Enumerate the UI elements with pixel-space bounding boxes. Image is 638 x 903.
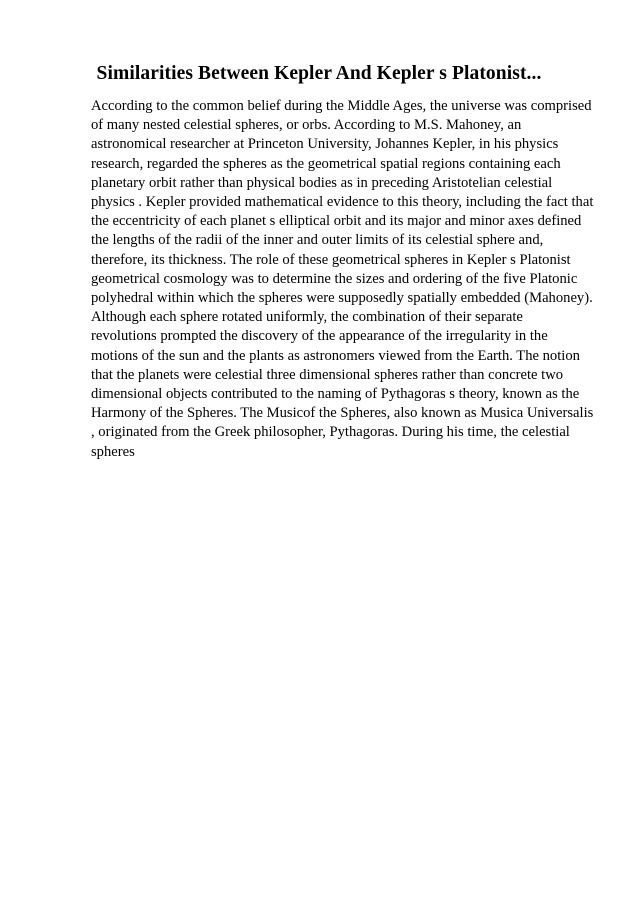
body-line: Although each sphere rotated uniformly, the combination of their separate bbox=[91, 309, 523, 326]
body-line: , originated from the Greek philosopher, Pythagoras. During his time, the celestial bbox=[91, 424, 570, 441]
body-line: the eccentricity of each planet s elliptical orbit and its major and minor axes defined bbox=[91, 213, 582, 230]
body-line: geometrical cosmology was to determine the sizes and ordering of the five Platonic bbox=[91, 270, 578, 287]
body-line: Harmony of the Spheres. The Musicof the Spheres, also known as Musica Universalis bbox=[91, 405, 594, 422]
body-line: polyhedral within which the spheres were supposedly spatially embedded (Mahoney). bbox=[91, 290, 593, 307]
body-line: astronomical researcher at Princeton University, Johannes Kepler, in his physics bbox=[91, 136, 559, 153]
document-body bbox=[91, 97, 594, 462]
body-line: therefore, its thickness. The role of these geometrical spheres in Kepler s Platonist bbox=[91, 251, 571, 268]
body-line: spheres bbox=[91, 443, 135, 460]
body-line: the lengths of the radii of the inner and outer limits of its celestial sphere and, bbox=[91, 232, 544, 249]
body-line: of many nested celestial spheres, or orbs. According to M.S. Mahoney, an bbox=[91, 117, 522, 134]
body-line: dimensional objects contributed to the naming of Pythagoras s theory, known as the bbox=[91, 386, 580, 403]
body-line: that the planets were celestial three dimensional spheres rather than concrete two bbox=[91, 366, 564, 383]
body-line: revolutions prompted the discovery of the appearance of the irregularity in the bbox=[91, 328, 548, 345]
document-title: Similarities Between Kepler And Kepler s Platonist... bbox=[96, 63, 542, 84]
body-line: research, regarded the spheres as the geometrical spatial regions containing each bbox=[91, 155, 561, 172]
body-line: planetary orbit rather than physical bodies as in preceding Aristotelian celestial bbox=[91, 174, 553, 191]
body-line: physics . Kepler provided mathematical evidence to this theory, including the fact that bbox=[91, 194, 594, 211]
body-line: motions of the sun and the plants as astronomers viewed from the Earth. The notion bbox=[91, 347, 580, 364]
body-line: According to the common belief during the Middle Ages, the universe was comprised bbox=[91, 98, 592, 114]
